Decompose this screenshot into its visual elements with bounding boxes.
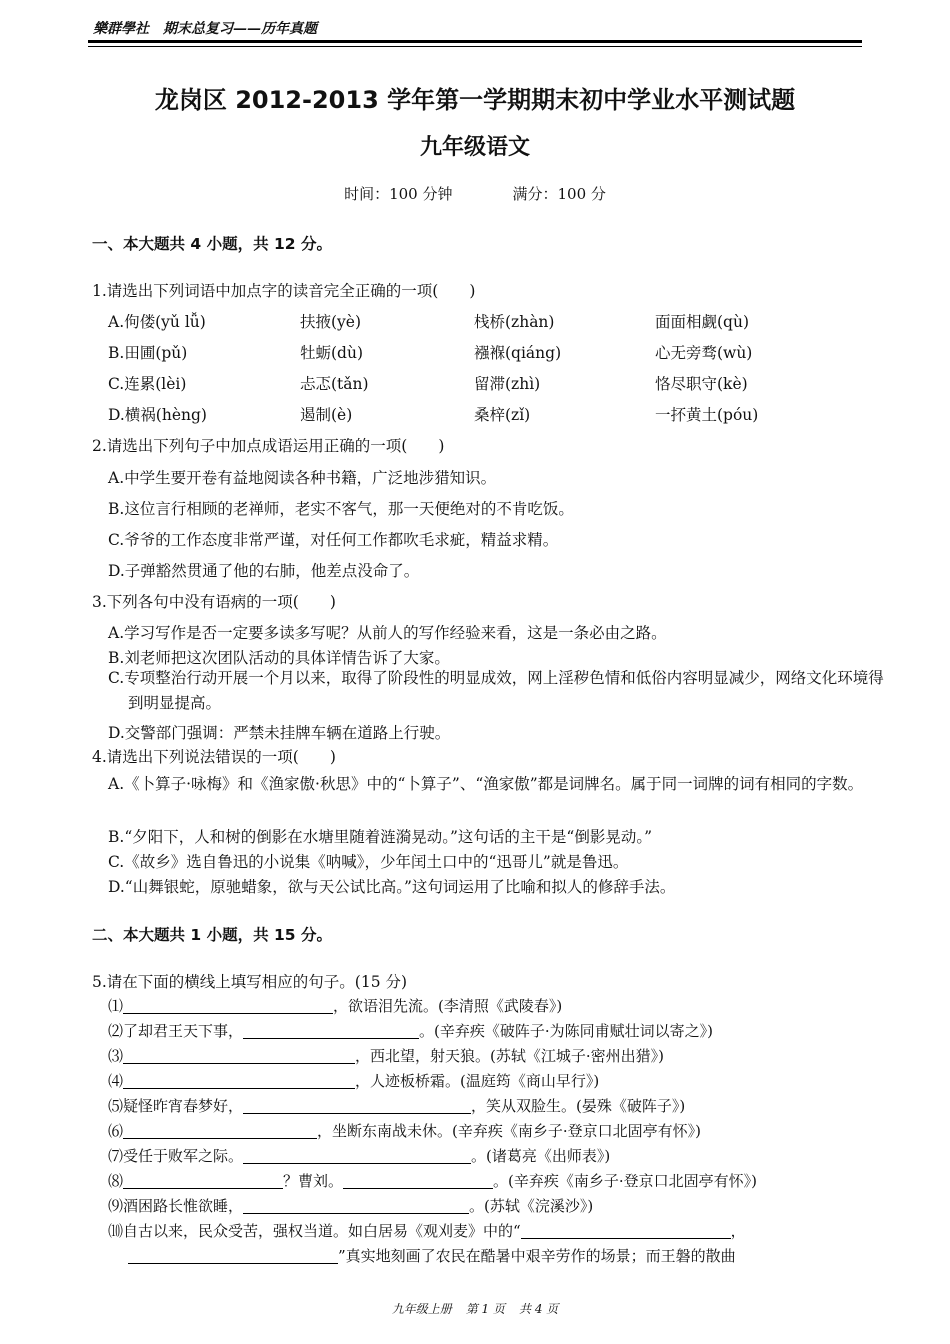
q1-option: 一抔黄土(póu) [655, 406, 759, 424]
q5-item-3 [108, 1045, 664, 1066]
answer-blank[interactable] [123, 1072, 355, 1089]
q4-stem: 4.请选出下列说法错误的一项( ) [92, 748, 336, 766]
item-text: ，笑从双脸生。(晏殊《破阵子》) [471, 1097, 686, 1115]
item-text: ，坐断东南战未休。(辛弃疾《南乡子·登京口北固亭有怀》) [317, 1122, 701, 1140]
q3-option-d: D.交警部门强调：严禁未挂牌车辆在道路上行驶。 [108, 724, 451, 742]
q4-option-b: B.“夕阳下，人和树的倒影在水塘里随着涟漪晃动。”这句话的主干是“倒影晃动。” [108, 828, 653, 846]
exam-score: 满分：100 分 [512, 185, 606, 203]
answer-blank[interactable] [243, 1197, 469, 1214]
item-text: ⑺受任于败军之际。 [108, 1147, 244, 1165]
item-number: ⑷ [108, 1072, 124, 1090]
item-text: ⑽自古以来，民众受苦，强权当道。如白居易《观刈麦》中的“ [108, 1222, 521, 1240]
footer-grade: 九年级上册 [391, 1302, 452, 1316]
q1-option: 牡蛎(dù) [300, 344, 363, 362]
q1-option: 桑梓(zǐ) [474, 406, 531, 424]
item-number: ⑶ [108, 1047, 124, 1065]
answer-blank[interactable] [521, 1222, 731, 1239]
q1-option: A.佝偻(yǔ lǚ) [108, 313, 206, 331]
q5-item-5 [108, 1095, 685, 1116]
header-section: 期末总复习——历年真题 [163, 21, 317, 37]
q5-item-10 [108, 1220, 746, 1241]
item-number: ⑴ [108, 997, 124, 1015]
q5-item-6 [108, 1120, 701, 1141]
q3-option-b: B.刘老师把这次团队活动的具体详情告诉了大家。 [108, 649, 450, 667]
item-text: ，欲语泪先流。(李清照《武陵春》) [333, 997, 563, 1015]
q2-option-c: C.爷爷的工作态度非常严谨，对任何工作都吹毛求疵，精益求精。 [108, 531, 559, 549]
exam-meta [0, 183, 950, 204]
answer-blank[interactable] [123, 1172, 283, 1189]
page-footer [0, 1300, 950, 1317]
q4-option-a: A.《卜算子·咏梅》和《渔家傲·秋思》中的“卜算子”、“渔家傲”都是词牌名。属于同一词牌的词有相同的字数。 [108, 775, 864, 793]
q5-item-9 [108, 1195, 593, 1216]
answer-blank[interactable] [243, 1147, 471, 1164]
section-2-heading: 二、本大题共 1 小题，共 15 分。 [92, 926, 332, 944]
item-text: ， [730, 1222, 746, 1240]
item-text: ⑼酒困路长惟欲睡， [108, 1197, 244, 1215]
q1-stem: 1.请选出下列词语中加点字的读音完全正确的一项( ) [92, 282, 476, 300]
answer-blank[interactable] [343, 1172, 493, 1189]
q5-item-2 [108, 1020, 713, 1041]
q5-item-1 [108, 995, 562, 1016]
page-title: 龙岗区 2012-2013 学年第一学期期末初中学业水平测试题 [154, 86, 796, 114]
item-text: 。(辛弃疾《南乡子·登京口北固亭有怀》) [493, 1172, 758, 1190]
q1-option: 栈桥(zhàn) [474, 313, 555, 331]
q1-option: 遏制(è) [300, 406, 353, 424]
header-brand: 樂群學社 [93, 21, 149, 37]
answer-blank[interactable] [243, 1022, 419, 1039]
q5-stem: 5.请在下面的横线上填写相应的句子。(15 分) [92, 973, 408, 991]
q1-option: 面面相觑(qù) [655, 313, 749, 331]
q2-option-a: A.中学生要开卷有益地阅读各种书籍，广泛地涉猎知识。 [108, 469, 497, 487]
answer-blank[interactable] [123, 1122, 317, 1139]
item-number: ⑹ [108, 1122, 124, 1140]
q3-option-c: C.专项整治行动开展一个月以来，取得了阶段性的明显成效，网上淫秽色情和低俗内容明显减少，网络文化环境得到明显提高。 [108, 669, 884, 712]
answer-blank[interactable] [128, 1247, 338, 1264]
q4-option-d: D.“山舞银蛇，原驰蜡象，欲与天公试比高。”这句词运用了比喻和拟人的修辞手法。 [108, 878, 676, 896]
q1-option: B.田圃(pǔ) [108, 344, 188, 362]
item-text: ，人迹板桥霜。(温庭筠《商山早行》) [355, 1072, 600, 1090]
item-text: 。(苏轼《浣溪沙》) [469, 1197, 594, 1215]
q1-option: C.连累(lèi) [108, 375, 187, 393]
q2-option-b: B.这位言行相顾的老禅师，老实不客气，那一天便绝对的不肯吃饭。 [108, 500, 574, 518]
q1-option: 忐忑(tǎn) [300, 375, 369, 393]
q3-stem: 3.下列各句中没有语病的一项( ) [92, 593, 336, 611]
item-text: ⑵了却君王天下事， [108, 1022, 244, 1040]
q1-option: 扶掖(yè) [300, 313, 362, 331]
q1-option: D.横祸(hèng) [108, 406, 207, 424]
page-subtitle: 九年级语文 [419, 135, 530, 160]
q3-option-a: A.学习写作是否一定要多读多写呢？从前人的写作经验来看，这是一条必由之路。 [108, 624, 667, 642]
answer-blank[interactable] [243, 1097, 471, 1114]
q1-option: 心无旁骛(wù) [655, 344, 753, 362]
q1-option: 恪尽职守(kè) [655, 375, 748, 393]
q5-item-4 [108, 1070, 599, 1091]
section-1-heading: 一、本大题共 4 小题，共 12 分。 [92, 235, 332, 253]
q2-option-d: D.子弹豁然贯通了他的右肺，他差点没命了。 [108, 562, 420, 580]
footer-total-pages: 共 4 页 [519, 1302, 559, 1316]
answer-blank[interactable] [123, 1047, 355, 1064]
item-text: ，西北望，射天狼。(苏轼《江城子·密州出猎》) [355, 1047, 664, 1065]
exam-time: 时间：100 分钟 [344, 185, 453, 203]
q5-item-8 [108, 1170, 757, 1191]
q1-option: 留滞(zhì) [474, 375, 541, 393]
q4-option-c: C.《故乡》选自鲁迅的小说集《呐喊》，少年闰土口中的“迅哥儿”就是鲁迅。 [108, 853, 629, 871]
item-text: 。(辛弃疾《破阵子·为陈同甫赋壮词以寄之》) [419, 1022, 713, 1040]
item-number: ⑻ [108, 1172, 124, 1190]
q5-item-10-continued [128, 1245, 736, 1266]
q5-item-7 [108, 1145, 610, 1166]
item-text: ”真实地刻画了农民在酷暑中艰辛劳作的场景；而王磐的散曲 [338, 1247, 736, 1265]
footer-page-number: 第 1 页 [465, 1302, 505, 1316]
answer-blank[interactable] [123, 997, 333, 1014]
item-text: ？曹刘。 [283, 1172, 344, 1190]
q1-option: 襁褓(qiáng) [474, 344, 562, 362]
q2-stem: 2.请选出下列句子中加点成语运用正确的一项( ) [92, 437, 445, 455]
header-brand-line [93, 18, 317, 38]
header-rule-thin [88, 46, 862, 47]
item-text: ⑸疑怪昨宵春梦好， [108, 1097, 244, 1115]
header-rule-thick [88, 40, 862, 43]
item-text: 。(诸葛亮《出师表》) [471, 1147, 611, 1165]
